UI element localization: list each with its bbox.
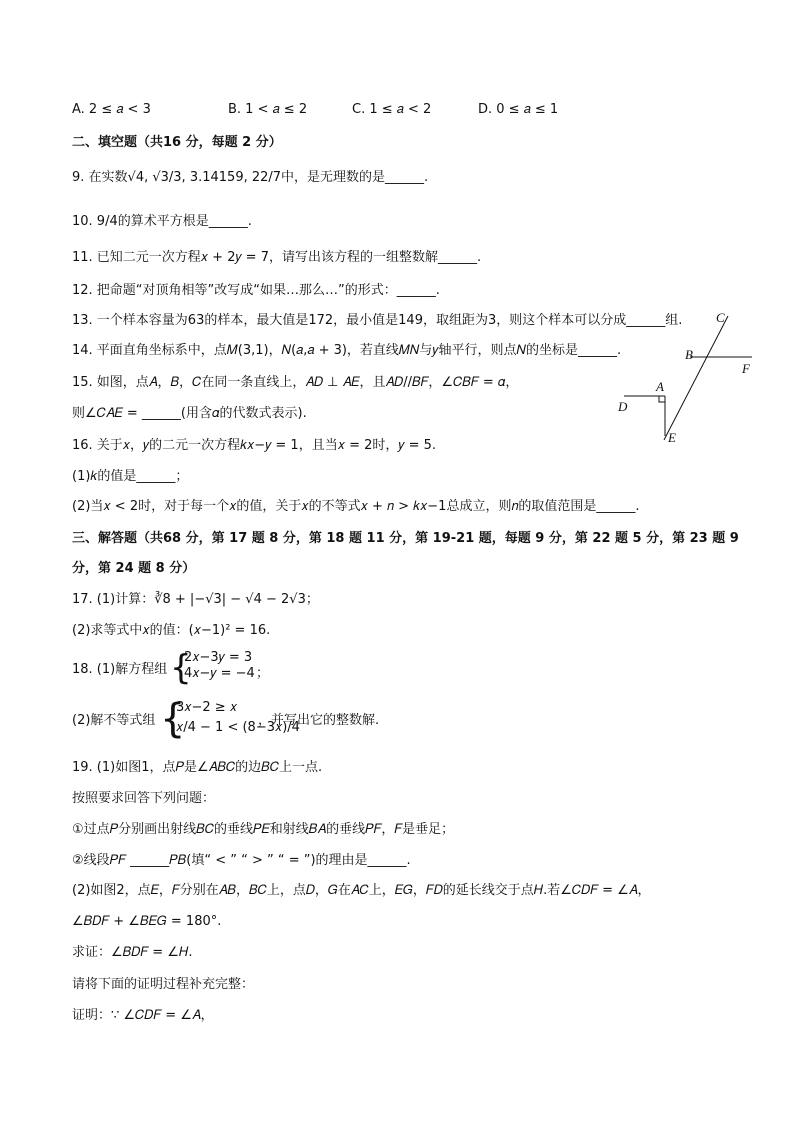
question-17-part1: 17. (1)计算：∛8 + |−√3| − √4 − 2√3； xyxy=(72,592,319,607)
option-d: D. 0 ≤ 𝑎 ≤ 1 xyxy=(478,102,559,117)
option-a: A. 2 ≤ 𝑎 < 3 xyxy=(72,102,151,117)
question-16-part2: (2)当𝑥 < 2时，对于每一个𝑥的值，关于𝑥的不等式𝑥 + 𝑛 > 𝑘𝑥−1总成立，则𝑛的取值范围是______. xyxy=(72,499,640,514)
section3-header-line2: 分，第 24 题 8 分） xyxy=(72,561,196,576)
question-18-part1-label: 18. (1)解方程组 xyxy=(72,662,168,677)
question-10: 10. 9/4的算术平方根是______. xyxy=(72,214,252,229)
question-19-item2: ②线段𝑃𝐹 ______𝑃𝐵(填“ < ” “ > ” “ = ”)的理由是______. xyxy=(72,853,411,868)
label-a: A xyxy=(656,379,664,394)
question-16-part1: (1)𝑘的值是______； xyxy=(72,469,189,484)
question-16-stem: 16. 关于𝑥，𝑦的二元一次方程𝑘𝑥−𝑦 = 1，且当𝑥 = 2时，𝑦 = 5. xyxy=(72,438,436,453)
equation-system xyxy=(184,650,255,682)
label-e: E xyxy=(668,430,676,445)
question-15-line2: 则∠𝐶𝐴𝐸 = ______(用含𝛼的代数式表示). xyxy=(72,406,307,421)
question-13: 13. 一个样本容量为63的样本，最大值是172，最小值是149，取组距为3，则这个样本可以分成______组. xyxy=(72,313,683,328)
option-b: B. 1 < 𝑎 ≤ 2 xyxy=(228,102,308,117)
question-19-part1: 19. (1)如图1，点𝑃是∠𝐴𝐵𝐶的边𝐵𝐶上一点. xyxy=(72,760,323,775)
question-19-part2-line1: (2)如图2，点𝐸，𝐹分别在𝐴𝐵，𝐵𝐶上，点𝐷，𝐺在𝐴𝐶上，𝐸𝐺，𝐹𝐷的延长线交于点𝐻.若∠𝐶𝐷𝐹 = ∠𝐴， xyxy=(72,883,651,898)
question-19-prove: 求证：∠𝐵𝐷𝐹 = ∠𝐻. xyxy=(72,945,193,960)
question-15-line1: 15. 如图，点𝐴，𝐵，𝐶在同一条直线上，𝐴𝐷 ⊥ 𝐴𝐸，且𝐴𝐷//𝐵𝐹，∠𝐶𝐵𝐹 = 𝛼， xyxy=(72,375,519,390)
line-ac xyxy=(664,316,728,440)
question-18-part2-label: (2)解不等式组 xyxy=(72,713,156,728)
question-11: 11. 已知二元一次方程𝑥 + 2𝑦 = 7，请写出该方程的一组整数解______. xyxy=(72,250,482,265)
question-18-part2-tail: ，并写出它的整数解. xyxy=(258,713,380,728)
question-12: 12. 把命题“对顶角相等”改写成“如果…那么…”的形式：______. xyxy=(72,283,440,298)
brace: { xyxy=(170,648,192,688)
question-14: 14. 平面直角坐标系中，点𝑀(3,1)，𝑁(𝑎,𝑎 + 3)，若直线𝑀𝑁与𝑦轴平行，则点𝑁的坐标是______. xyxy=(72,343,622,358)
question-19-proof-start: 证明：∵ ∠𝐶𝐷𝐹 = ∠𝐴， xyxy=(72,1008,214,1023)
right-angle-mark xyxy=(659,396,665,402)
label-c: C xyxy=(716,310,725,325)
inequality-2: 𝑥/4 − 1 < (8−3𝑥)/4 xyxy=(176,720,300,735)
equation-2: 4𝑥−𝑦 = −4 xyxy=(184,666,255,681)
question-19-instruction: 按照要求回答下列问题： xyxy=(72,791,216,806)
section2-header: 二、填空题（共16 分，每题 2 分） xyxy=(72,135,282,150)
question-19-item1: ①过点𝑃分别画出射线𝐵𝐶的垂线𝑃𝐸和射线𝐵𝐴的垂线𝑃𝐹，𝐹是垂足； xyxy=(72,822,455,837)
label-b: B xyxy=(685,347,693,362)
question-19-complete-instruction: 请将下面的证明过程补充完整： xyxy=(72,977,255,992)
semicolon: ； xyxy=(256,666,270,681)
question-9: 9. 在实数√4, √3/3, 3.14159, 22/7中，是无理数的是______. xyxy=(72,170,429,185)
label-d: D xyxy=(618,399,628,414)
equation-1: 2𝑥−3𝑦 = 3 xyxy=(184,650,253,665)
section3-header-line1: 三、解答题（共68 分，第 17 题 8 分，第 18 题 11 分，第 19-21 题，每题 9 分，第 22 题 5 分，第 23 题 9 xyxy=(72,531,739,546)
brace: { xyxy=(160,696,186,742)
label-f: F xyxy=(742,361,750,376)
option-c: C. 1 ≤ 𝑎 < 2 xyxy=(352,102,432,117)
question-15-figure xyxy=(608,308,758,448)
inequality-1: 3𝑥−2 ≥ 𝑥 xyxy=(176,700,238,715)
question-17-part2: (2)求等式中𝑥的值：(𝑥−1)² = 16. xyxy=(72,623,271,638)
question-19-part2-line2: ∠𝐵𝐷𝐹 + ∠𝐵𝐸𝐺 = 180°. xyxy=(72,914,222,929)
